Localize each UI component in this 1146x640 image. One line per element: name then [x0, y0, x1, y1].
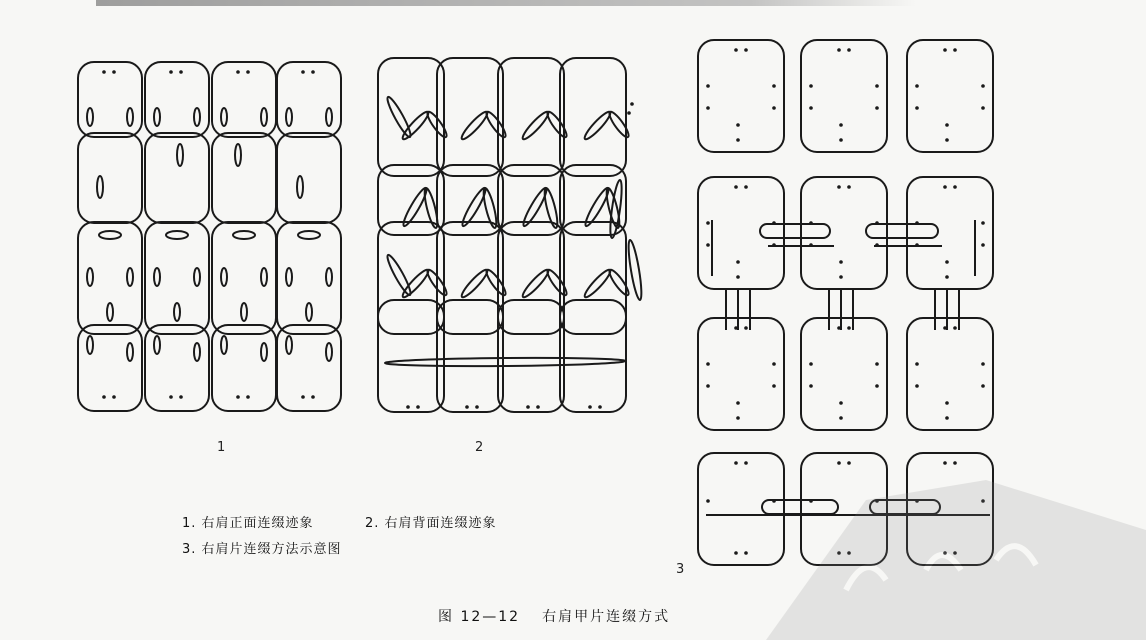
watermark-logo [726, 470, 1146, 640]
lacing-slot [221, 108, 227, 126]
lacing-slot [326, 343, 332, 361]
armor-plate [145, 62, 209, 137]
lacing-slot [194, 343, 200, 361]
lacing-hole [301, 70, 305, 74]
lacing-slot [286, 108, 292, 126]
lacing-hole [772, 84, 776, 88]
lacing-slot [298, 231, 320, 239]
lacing-hole [744, 326, 748, 330]
lacing-hole [981, 243, 985, 247]
lacing-slot [241, 303, 247, 321]
lacing-hole [943, 461, 947, 465]
panel-number-2: 2 [475, 440, 484, 455]
lacing-hole [981, 84, 985, 88]
lacing-slot [221, 336, 227, 354]
lacing-slot [306, 303, 312, 321]
legend-item-2: 2. 右肩背面连缀迹象 [365, 516, 497, 531]
lacing-hole [112, 395, 116, 399]
lacing-hole [875, 106, 879, 110]
lacing-hole [598, 405, 602, 409]
lacing-hole [847, 48, 851, 52]
lacing-hole [736, 401, 740, 405]
lacing-hole [809, 384, 813, 388]
lacing-hole [772, 362, 776, 366]
lacing-hole [179, 70, 183, 74]
lacing-hole [837, 185, 841, 189]
armor-plate [212, 133, 276, 223]
lacing-hole [945, 260, 949, 264]
lacing-hole [736, 260, 740, 264]
lacing-slot [107, 303, 113, 321]
lacing-hole [847, 461, 851, 465]
armor-plate [698, 318, 784, 430]
lacing-hole [847, 326, 851, 330]
lacing-hole [706, 221, 710, 225]
lacing-hole [915, 384, 919, 388]
lacing-hole [236, 70, 240, 74]
lacing-hole [915, 106, 919, 110]
lacing-hole [311, 70, 315, 74]
lacing-hole [981, 221, 985, 225]
lacing-hole [588, 405, 592, 409]
lacing-slot [154, 108, 160, 126]
lacing-hole [706, 384, 710, 388]
lacing-hole [837, 461, 841, 465]
lacing-hole [839, 275, 843, 279]
panel-2-back-drawing [378, 58, 644, 412]
lacing-hole [706, 499, 710, 503]
armor-plate [277, 133, 341, 223]
armor-plate [498, 222, 564, 334]
lacing-slot [297, 176, 303, 198]
lacing-slot [261, 268, 267, 286]
lacing-hole [839, 260, 843, 264]
armor-plate [378, 222, 444, 334]
lacing-hole [169, 70, 173, 74]
lacing-slot [286, 268, 292, 286]
armor-plate [437, 300, 503, 412]
lacing-hole [526, 405, 530, 409]
lacing-hole [706, 362, 710, 366]
lacing-thong [384, 95, 413, 139]
lacing-hole [734, 461, 738, 465]
lacing-slot [194, 268, 200, 286]
lacing-hole [706, 106, 710, 110]
lacing-slot [174, 303, 180, 321]
armor-plate [698, 177, 784, 289]
lacing-loop [866, 224, 938, 238]
lacing-thong [582, 267, 613, 299]
armor-plate [78, 62, 142, 137]
lacing-thong [582, 109, 613, 141]
lacing-slot [261, 108, 267, 126]
lacing-hole [736, 123, 740, 127]
figure-title: 右肩甲片连缀方式 [542, 609, 671, 625]
lacing-slot [233, 231, 255, 239]
lacing-hole [945, 123, 949, 127]
legend-item-3: 3. 右肩片连缀方法示意图 [182, 542, 342, 557]
lacing-hole [706, 243, 710, 247]
lacing-hole [465, 405, 469, 409]
lacing-hole [839, 401, 843, 405]
lacing-hole [744, 461, 748, 465]
lacing-hole [945, 416, 949, 420]
figure-number: 图 12—12 [438, 609, 521, 625]
lacing-hole [734, 185, 738, 189]
lacing-hole [837, 48, 841, 52]
lacing-hole [734, 48, 738, 52]
lacing-slot [261, 343, 267, 361]
lacing-hole [406, 405, 410, 409]
armor-plate [907, 177, 993, 289]
lacing-hole [809, 362, 813, 366]
lacing-hole [236, 395, 240, 399]
lacing-thong [520, 267, 551, 299]
lacing-slot [127, 108, 133, 126]
lacing-slot [177, 144, 183, 166]
lacing-hole [981, 384, 985, 388]
lacing-slot [87, 108, 93, 126]
lacing-slot [127, 268, 133, 286]
lacing-hole [627, 111, 631, 115]
lacing-hole [809, 106, 813, 110]
lacing-thong [400, 267, 431, 299]
armor-plate [437, 58, 503, 176]
lacing-hole [915, 84, 919, 88]
armor-plate [277, 62, 341, 137]
lacing-slot [87, 268, 93, 286]
panel-1-front-drawing [78, 62, 341, 411]
lacing-hole [915, 362, 919, 366]
lacing-hole [772, 384, 776, 388]
lacing-hole [736, 275, 740, 279]
lacing-hole [311, 395, 315, 399]
lacing-hole [630, 102, 634, 106]
lacing-thong [459, 109, 490, 141]
lacing-slot [235, 144, 241, 166]
lacing-slot [154, 268, 160, 286]
lacing-hole [953, 48, 957, 52]
lacing-hole [736, 416, 740, 420]
lacing-hole [847, 185, 851, 189]
lacing-thong [400, 109, 431, 141]
lacing-hole [301, 395, 305, 399]
lacing-hole [706, 84, 710, 88]
lacing-thong [384, 253, 413, 297]
lacing-hole [945, 401, 949, 405]
armor-plate [78, 133, 142, 223]
lacing-hole [945, 275, 949, 279]
lacing-hole [112, 70, 116, 74]
armor-plate [378, 58, 444, 176]
lacing-slot [326, 108, 332, 126]
lacing-hole [809, 84, 813, 88]
lacing-hole [246, 395, 250, 399]
lacing-hole [875, 362, 879, 366]
figure-caption [438, 606, 670, 626]
armor-plate [437, 222, 503, 334]
lacing-slot [127, 343, 133, 361]
armor-plate [801, 318, 887, 430]
armor-plate [801, 40, 887, 152]
lacing-hole [839, 138, 843, 142]
lacing-hole [839, 416, 843, 420]
lacing-thong [520, 109, 551, 141]
lacing-hole [953, 326, 957, 330]
panel-number-3: 3 [676, 562, 685, 577]
lacing-hole [169, 395, 173, 399]
armor-plate [498, 300, 564, 412]
lacing-hole [102, 395, 106, 399]
armor-plate [560, 58, 626, 176]
lacing-thong [459, 267, 490, 299]
armor-plate [801, 177, 887, 289]
armor-plate [698, 40, 784, 152]
lacing-hole [744, 48, 748, 52]
lacing-slot [87, 336, 93, 354]
lacing-hole [102, 70, 106, 74]
lacing-hole [943, 185, 947, 189]
armor-plate [560, 222, 626, 334]
armor-plate [378, 300, 444, 412]
lacing-slot [99, 231, 121, 239]
lacing-hole [981, 106, 985, 110]
lacing-hole [943, 48, 947, 52]
armor-plate [907, 318, 993, 430]
lacing-hole [945, 138, 949, 142]
lacing-hole [839, 123, 843, 127]
lacing-slot [166, 231, 188, 239]
lacing-hole [736, 138, 740, 142]
lacing-slot [326, 268, 332, 286]
lacing-hole [416, 405, 420, 409]
armor-plate [560, 300, 626, 412]
lacing-slot [97, 176, 103, 198]
lacing-hole [772, 106, 776, 110]
lacing-hole [981, 362, 985, 366]
lacing-hole [953, 461, 957, 465]
lacing-slot [154, 336, 160, 354]
panel-number-1: 1 [217, 440, 226, 455]
armor-plate [907, 40, 993, 152]
lacing-hole [179, 395, 183, 399]
lacing-hole [953, 185, 957, 189]
lacing-hole [744, 185, 748, 189]
lacing-slot [286, 336, 292, 354]
lacing-loop [760, 224, 830, 238]
lacing-hole [875, 84, 879, 88]
legend-item-1: 1. 右肩正面连缀迹象 [182, 516, 314, 531]
lacing-slot [221, 268, 227, 286]
lacing-hole [875, 384, 879, 388]
armor-plate [212, 62, 276, 137]
lacing-slot [194, 108, 200, 126]
lacing-hole [475, 405, 479, 409]
lacing-hole [536, 405, 540, 409]
armor-plate [498, 58, 564, 176]
lacing-hole [246, 70, 250, 74]
lacing-thong [385, 357, 625, 367]
